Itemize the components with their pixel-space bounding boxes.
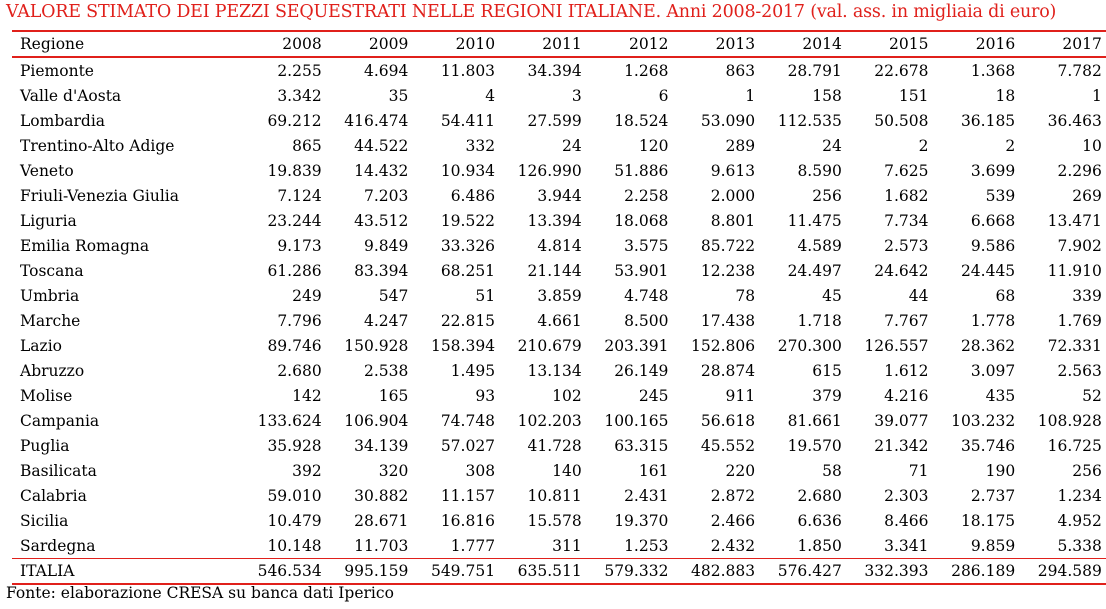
region-name-cell: Sardegna — [20, 536, 96, 555]
value-cell: 1.769 — [1057, 311, 1102, 330]
value-cell: 6.486 — [450, 186, 496, 205]
value-cell: 320 — [378, 461, 409, 480]
region-name-cell: Toscana — [20, 261, 84, 280]
value-cell: 539 — [985, 186, 1016, 205]
region-name-cell: Molise — [20, 386, 73, 405]
total-value-cell: 294.589 — [1019, 559, 1106, 585]
table-row — [12, 83, 1106, 108]
value-cell: 6 — [658, 86, 669, 105]
value-cell: 18.524 — [614, 111, 669, 130]
value-cell: 2.872 — [710, 486, 756, 505]
value-cell: 44.522 — [354, 136, 409, 155]
value-cell: 416.474 — [344, 111, 409, 130]
value-cell: 133.624 — [257, 411, 322, 430]
region-name-cell: Emilia Romagna — [20, 236, 150, 255]
value-cell: 8.801 — [710, 211, 756, 230]
value-cell: 1.234 — [1057, 486, 1102, 505]
value-cell: 190 — [985, 461, 1016, 480]
table-row — [12, 358, 1106, 383]
value-cell: 35 — [388, 86, 409, 105]
value-cell: 5.338 — [1057, 536, 1102, 555]
value-cell: 245 — [638, 386, 669, 405]
value-cell: 34.394 — [527, 61, 582, 80]
value-cell: 18 — [995, 86, 1016, 105]
value-cell: 19.522 — [440, 211, 496, 230]
value-cell: 9.586 — [970, 236, 1016, 255]
value-cell: 28.671 — [354, 511, 409, 530]
region-name-cell: Liguria — [20, 211, 77, 230]
value-cell: 7.124 — [277, 186, 322, 205]
value-cell: 2 — [1005, 136, 1016, 155]
value-cell: 4.661 — [537, 311, 582, 330]
value-cell: 7.902 — [1057, 236, 1102, 255]
table-row — [12, 333, 1106, 358]
value-cell: 158 — [812, 86, 842, 105]
value-cell: 45 — [822, 286, 842, 305]
region-name-cell: Veneto — [20, 161, 74, 180]
value-cell: 2.538 — [364, 361, 409, 380]
value-cell: 150.928 — [344, 336, 409, 355]
value-cell: 53.090 — [700, 111, 756, 130]
value-cell: 102.203 — [517, 411, 582, 430]
value-cell: 142 — [292, 386, 322, 405]
value-cell: 22.678 — [874, 61, 929, 80]
value-cell: 1.612 — [884, 361, 929, 380]
value-cell: 102 — [552, 386, 582, 405]
value-cell: 44 — [908, 286, 929, 305]
value-cell: 68.251 — [440, 261, 496, 280]
value-cell: 21.144 — [527, 261, 582, 280]
value-cell: 43.512 — [354, 211, 409, 230]
value-cell: 68 — [995, 286, 1016, 305]
value-cell: 2.466 — [710, 511, 756, 530]
column-header-year: 2009 — [326, 31, 413, 57]
value-cell: 13.134 — [527, 361, 582, 380]
value-cell: 53.901 — [614, 261, 669, 280]
value-cell: 36.463 — [1047, 111, 1102, 130]
value-cell: 56.618 — [700, 411, 756, 430]
value-cell: 39.077 — [874, 411, 929, 430]
value-cell: 1 — [745, 86, 756, 105]
value-cell: 26.149 — [614, 361, 669, 380]
total-value-cell: 576.427 — [759, 559, 846, 585]
column-header-year: 2012 — [586, 31, 673, 57]
value-cell: 1.778 — [970, 311, 1016, 330]
value-cell: 2.573 — [884, 236, 929, 255]
total-value-cell: 549.751 — [412, 559, 499, 585]
table-row — [12, 383, 1106, 408]
value-cell: 3.699 — [970, 161, 1016, 180]
value-cell: 2.680 — [277, 361, 322, 380]
value-cell: 2.303 — [884, 486, 929, 505]
value-cell: 6.668 — [970, 211, 1016, 230]
value-cell: 15.578 — [527, 511, 582, 530]
table-row — [12, 133, 1106, 158]
source-note: Fonte: elaborazione CRESA su banca dati Iperico — [6, 584, 394, 602]
value-cell: 9.849 — [364, 236, 409, 255]
value-cell: 74.748 — [440, 411, 496, 430]
value-cell: 108.928 — [1037, 411, 1102, 430]
value-cell: 34.139 — [354, 436, 409, 455]
value-cell: 339 — [1072, 286, 1102, 305]
value-cell: 311 — [552, 536, 582, 555]
value-cell: 2.296 — [1057, 161, 1102, 180]
value-cell: 18.175 — [960, 511, 1016, 530]
value-cell: 1.495 — [450, 361, 496, 380]
table-row — [12, 108, 1106, 133]
table-row — [12, 183, 1106, 208]
table-row — [12, 458, 1106, 483]
value-cell: 220 — [725, 461, 756, 480]
total-value-cell: 995.159 — [326, 559, 413, 585]
value-cell: 1.718 — [797, 311, 842, 330]
total-row — [12, 559, 1106, 585]
value-cell: 93 — [475, 386, 496, 405]
value-cell: 249 — [292, 286, 322, 305]
value-cell: 3.097 — [970, 361, 1016, 380]
value-cell: 7.796 — [277, 311, 322, 330]
table-row — [12, 283, 1106, 308]
value-cell: 1 — [1092, 86, 1102, 105]
region-name-cell: Basilicata — [20, 461, 97, 480]
value-cell: 103.232 — [951, 411, 1016, 430]
value-cell: 11.703 — [354, 536, 409, 555]
value-cell: 11.910 — [1047, 261, 1102, 280]
value-cell: 1.850 — [797, 536, 842, 555]
value-cell: 7.203 — [364, 186, 409, 205]
value-cell: 379 — [812, 386, 842, 405]
header-row — [12, 31, 1106, 57]
value-cell: 1.268 — [624, 61, 669, 80]
column-header-year: 2011 — [499, 31, 586, 57]
table-header — [12, 31, 1106, 57]
value-cell: 289 — [725, 136, 756, 155]
value-cell: 210.679 — [517, 336, 582, 355]
table-row — [12, 208, 1106, 233]
column-header-year: 2015 — [846, 31, 933, 57]
value-cell: 45.552 — [700, 436, 756, 455]
value-cell: 57.027 — [440, 436, 496, 455]
value-cell: 16.725 — [1047, 436, 1102, 455]
value-cell: 27.599 — [527, 111, 582, 130]
value-cell: 24 — [822, 136, 842, 155]
value-cell: 11.475 — [787, 211, 842, 230]
value-cell: 19.370 — [614, 511, 669, 530]
total-value-cell: 482.883 — [672, 559, 759, 585]
value-cell: 35.928 — [267, 436, 322, 455]
value-cell: 100.165 — [604, 411, 669, 430]
value-cell: 2.432 — [710, 536, 756, 555]
value-cell: 269 — [1072, 186, 1102, 205]
total-value-cell: 286.189 — [933, 559, 1020, 585]
value-cell: 3 — [571, 86, 582, 105]
column-header-regione: Regione — [12, 31, 239, 57]
total-value-cell: 579.332 — [586, 559, 673, 585]
value-cell: 71 — [908, 461, 929, 480]
region-name-cell: Lombardia — [20, 111, 106, 130]
value-cell: 28.874 — [700, 361, 756, 380]
region-name-cell: Sicilia — [20, 511, 69, 530]
value-cell: 9.859 — [970, 536, 1016, 555]
value-cell: 54.411 — [440, 111, 496, 130]
value-cell: 2.258 — [624, 186, 669, 205]
value-cell: 35.746 — [960, 436, 1016, 455]
value-cell: 863 — [725, 61, 756, 80]
region-name-cell: Calabria — [20, 486, 87, 505]
value-cell: 3.342 — [277, 86, 322, 105]
table-row — [12, 308, 1106, 333]
table-row — [12, 483, 1106, 508]
value-cell: 1.253 — [624, 536, 669, 555]
value-cell: 7.767 — [884, 311, 929, 330]
value-cell: 4.952 — [1057, 511, 1102, 530]
value-cell: 2.737 — [970, 486, 1016, 505]
region-name-cell: Campania — [20, 411, 100, 430]
value-cell: 3.575 — [624, 236, 669, 255]
value-cell: 13.471 — [1047, 211, 1102, 230]
table-title: VALORE STIMATO DEI PEZZI SEQUESTRATI NELLE REGIONI ITALIANE. Anni 2008-2017 (val. ass. in migliaia di euro) — [6, 2, 1057, 22]
value-cell: 12.238 — [700, 261, 756, 280]
value-cell: 392 — [292, 461, 322, 480]
value-cell: 126.990 — [517, 161, 582, 180]
value-cell: 23.244 — [267, 211, 322, 230]
column-header-year: 2010 — [412, 31, 499, 57]
value-cell: 4.247 — [364, 311, 409, 330]
value-cell: 3.859 — [537, 286, 582, 305]
column-header-year: 2016 — [933, 31, 1020, 57]
value-cell: 30.882 — [354, 486, 409, 505]
value-cell: 2.680 — [797, 486, 842, 505]
value-cell: 13.394 — [527, 211, 582, 230]
region-name-cell: Piemonte — [20, 61, 94, 80]
value-cell: 14.432 — [354, 161, 409, 180]
value-cell: 332 — [465, 136, 496, 155]
value-cell: 165 — [378, 386, 409, 405]
value-cell: 256 — [812, 186, 842, 205]
value-cell: 8.466 — [884, 511, 929, 530]
value-cell: 11.803 — [440, 61, 496, 80]
value-cell: 83.394 — [354, 261, 409, 280]
value-cell: 256 — [1072, 461, 1102, 480]
value-cell: 435 — [985, 386, 1016, 405]
region-name-cell: Trentino-Alto Adige — [20, 136, 175, 155]
value-cell: 7.625 — [884, 161, 929, 180]
value-cell: 158.394 — [430, 336, 496, 355]
value-cell: 8.590 — [797, 161, 842, 180]
table-row — [12, 233, 1106, 258]
value-cell: 270.300 — [777, 336, 842, 355]
value-cell: 1.368 — [970, 61, 1016, 80]
value-cell: 28.791 — [787, 61, 842, 80]
value-cell: 911 — [725, 386, 756, 405]
value-cell: 16.816 — [440, 511, 496, 530]
region-name-cell: Abruzzo — [20, 361, 85, 380]
value-cell: 126.557 — [864, 336, 929, 355]
value-cell: 308 — [465, 461, 496, 480]
region-name-cell: Valle d'Aosta — [20, 86, 122, 105]
value-cell: 1.777 — [450, 536, 496, 555]
value-cell: 106.904 — [344, 411, 409, 430]
value-cell: 7.782 — [1057, 61, 1102, 80]
value-cell: 1.682 — [884, 186, 929, 205]
value-cell: 4.748 — [624, 286, 669, 305]
total-value-cell: 635.511 — [499, 559, 586, 585]
table-row — [12, 508, 1106, 533]
column-header-year: 2013 — [672, 31, 759, 57]
value-cell: 28.362 — [960, 336, 1016, 355]
value-cell: 61.286 — [267, 261, 322, 280]
value-cell: 10.934 — [440, 161, 496, 180]
value-cell: 89.746 — [267, 336, 322, 355]
table-row — [12, 158, 1106, 183]
region-name-cell: Lazio — [20, 336, 62, 355]
total-value-cell: 546.534 — [239, 559, 326, 585]
region-name-cell: Puglia — [20, 436, 70, 455]
total-value-cell: 332.393 — [846, 559, 933, 585]
value-cell: 9.173 — [277, 236, 322, 255]
value-cell: 2.563 — [1057, 361, 1102, 380]
value-cell: 151 — [898, 86, 929, 105]
table-body — [12, 57, 1106, 559]
value-cell: 18.068 — [614, 211, 669, 230]
value-cell: 24.497 — [787, 261, 842, 280]
value-cell: 3.944 — [537, 186, 582, 205]
value-cell: 2 — [918, 136, 929, 155]
column-header-year: 2014 — [759, 31, 846, 57]
table-row — [12, 533, 1106, 559]
value-cell: 865 — [292, 136, 322, 155]
value-cell: 2.000 — [710, 186, 756, 205]
value-cell: 33.326 — [440, 236, 496, 255]
value-cell: 4.216 — [884, 386, 929, 405]
value-cell: 6.636 — [797, 511, 842, 530]
value-cell: 8.500 — [624, 311, 669, 330]
value-cell: 9.613 — [710, 161, 756, 180]
value-cell: 10.148 — [267, 536, 322, 555]
value-cell: 120 — [638, 136, 669, 155]
total-label-cell: ITALIA — [12, 559, 239, 585]
region-name-cell: Marche — [20, 311, 81, 330]
value-cell: 81.661 — [787, 411, 842, 430]
value-cell: 2.255 — [277, 61, 322, 80]
table-row — [12, 57, 1106, 83]
value-cell: 78 — [735, 286, 756, 305]
value-cell: 10.479 — [267, 511, 322, 530]
value-cell: 63.315 — [614, 436, 669, 455]
value-cell: 10.811 — [527, 486, 582, 505]
value-cell: 72.331 — [1047, 336, 1102, 355]
region-name-cell: Friuli-Venezia Giulia — [20, 186, 179, 205]
column-header-year: 2008 — [239, 31, 326, 57]
value-cell: 24.642 — [874, 261, 929, 280]
value-cell: 152.806 — [691, 336, 756, 355]
value-cell: 85.722 — [700, 236, 756, 255]
value-cell: 161 — [638, 461, 669, 480]
value-cell: 11.157 — [440, 486, 496, 505]
value-cell: 4.589 — [797, 236, 842, 255]
value-cell: 7.734 — [884, 211, 929, 230]
value-cell: 69.212 — [267, 111, 322, 130]
region-name-cell: Umbria — [20, 286, 80, 305]
data-table — [12, 30, 1106, 585]
value-cell: 58 — [822, 461, 842, 480]
value-cell: 24 — [562, 136, 582, 155]
column-header-year: 2017 — [1019, 31, 1106, 57]
value-cell: 24.445 — [960, 261, 1016, 280]
value-cell: 4 — [485, 86, 496, 105]
value-cell: 112.535 — [777, 111, 842, 130]
value-cell: 4.694 — [364, 61, 409, 80]
value-cell: 19.839 — [267, 161, 322, 180]
value-cell: 21.342 — [874, 436, 929, 455]
value-cell: 41.728 — [527, 436, 582, 455]
value-cell: 10 — [1082, 136, 1102, 155]
value-cell: 615 — [812, 361, 842, 380]
value-cell: 2.431 — [624, 486, 669, 505]
value-cell: 140 — [552, 461, 582, 480]
table-row — [12, 408, 1106, 433]
value-cell: 51.886 — [614, 161, 669, 180]
value-cell: 52 — [1082, 386, 1102, 405]
value-cell: 4.814 — [537, 236, 582, 255]
value-cell: 203.391 — [604, 336, 669, 355]
value-cell: 547 — [378, 286, 409, 305]
value-cell: 59.010 — [267, 486, 322, 505]
table-row — [12, 433, 1106, 458]
table-total — [12, 559, 1106, 585]
value-cell: 51 — [475, 286, 496, 305]
value-cell: 17.438 — [700, 311, 756, 330]
table-row — [12, 258, 1106, 283]
value-cell: 50.508 — [874, 111, 929, 130]
value-cell: 22.815 — [440, 311, 496, 330]
value-cell: 19.570 — [787, 436, 842, 455]
value-cell: 3.341 — [884, 536, 929, 555]
value-cell: 36.185 — [960, 111, 1016, 130]
